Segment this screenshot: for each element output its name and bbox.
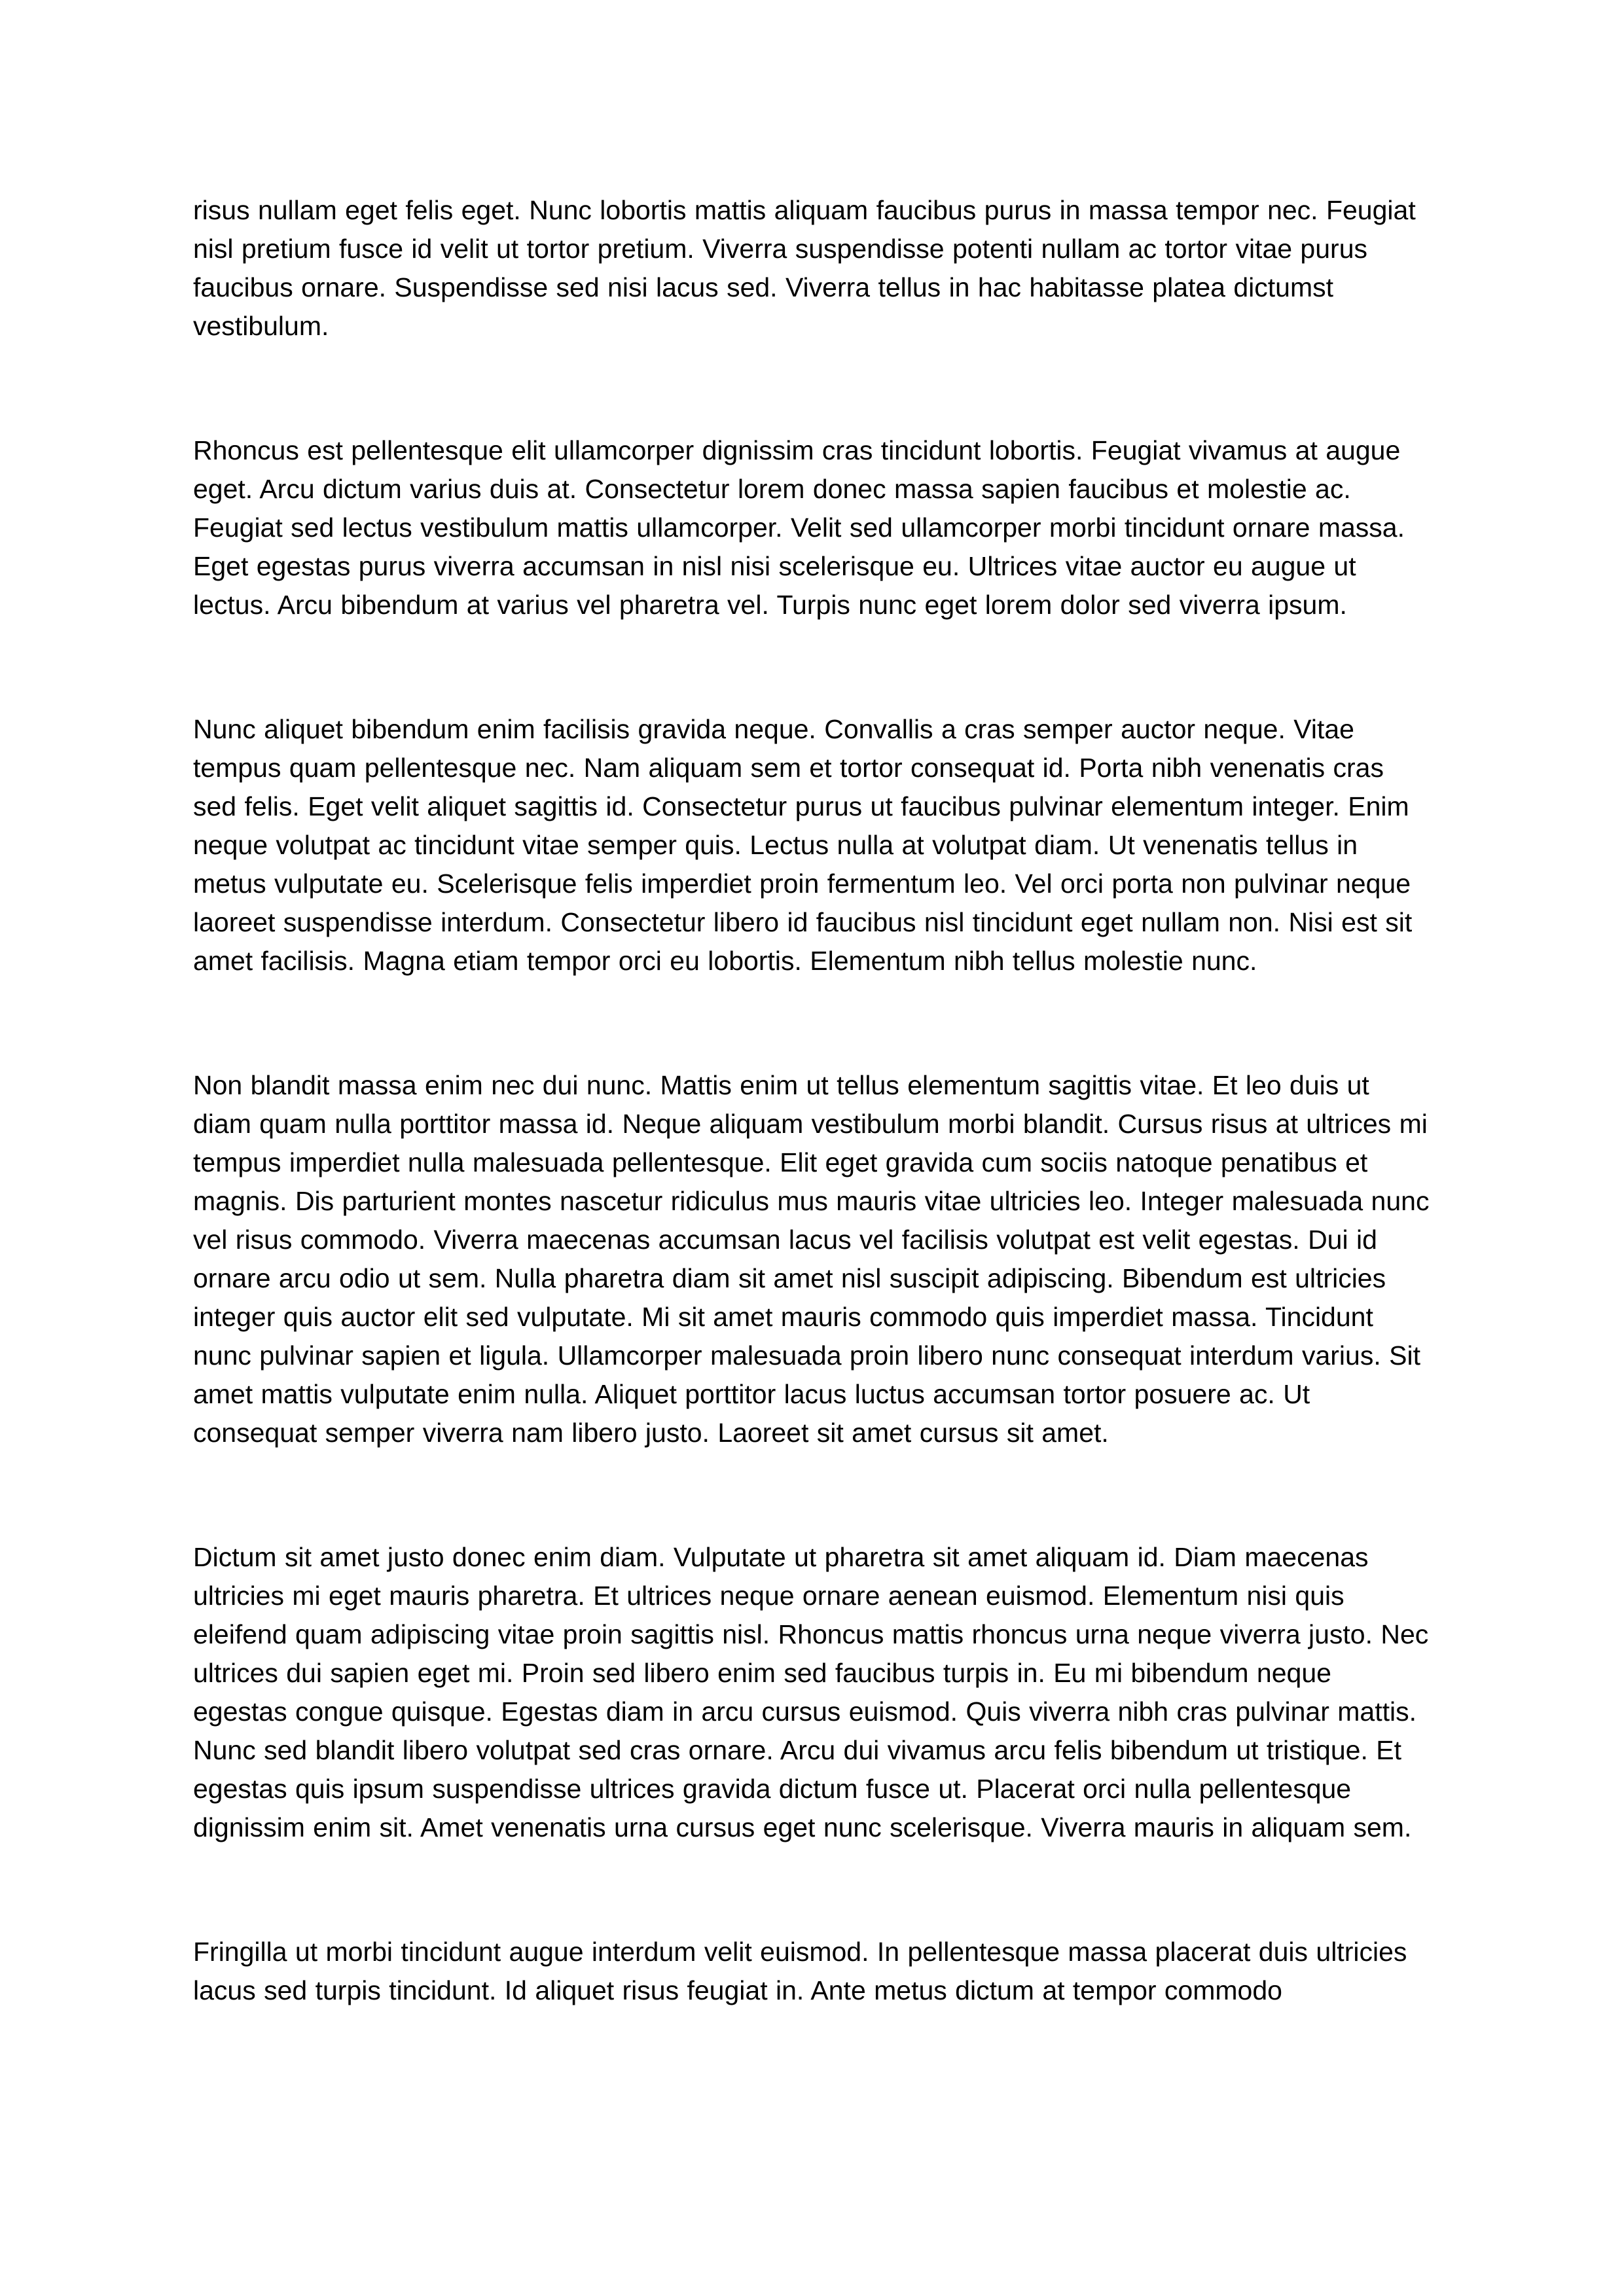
paragraph: Non blandit massa enim nec dui nunc. Mattis enim ut tellus elementum sagittis vitae. Et leo duis ut diam quam nulla porttitor massa id. Neque aliquam vestibulum morbi blandit. Cursus risus at ultrices mi tempus imperdiet nulla malesuada pellentesque. Elit eget gravida cum sociis natoque penatibus et magnis. Dis parturient montes nascetur ridiculus mus mauris vitae ultricies leo. Integer malesuada nunc vel risus commodo. Viverra maecenas accumsan lacus vel facilisis volutpat est velit egestas. Dui id ornare arcu odio ut sem. Nulla pharetra diam sit amet nisl suscipit adipiscing. Bibendum est ultricies integer quis auctor elit sed vulputate. Mi sit amet mauris commodo quis imperdiet massa. Tincidunt nunc pulvinar sapien et ligula. Ullamcorper malesuada proin libero nunc consequat interdum varius. Sit amet mattis vulputate enim nulla. Aliquet porttitor lacus luctus accumsan tortor posuere ac. Ut consequat semper viverra nam libero justo. Laoreet sit amet cursus sit amet. bbox=[193, 1070, 1430, 1448]
paragraph: risus nullam eget felis eget. Nunc lobortis mattis aliquam faucibus purus in massa tempor nec. Feugiat nisl pretium fusce id velit ut tortor pretium. Viverra suspendisse potenti nullam ac tortor vitae purus faucibus ornare. Suspendisse sed nisi lacus sed. Viverra tellus in hac habitasse platea dictumst vestibulum. bbox=[193, 195, 1416, 341]
paragraph: Fringilla ut morbi tincidunt augue interdum velit euismod. In pellentesque massa placerat duis ultricies lacus sed turpis tincidunt. Id aliquet risus feugiat in. Ante metus dictum at tempor commodo bbox=[193, 1937, 1407, 2005]
paragraph: Rhoncus est pellentesque elit ullamcorper dignissim cras tincidunt lobortis. Feugiat vivamus at augue eget. Arcu dictum varius duis at. Consectetur lorem donec massa sapien faucibus et molestie ac. Feugiat sed lectus vestibulum mattis ullamcorper. Velit sed ullamcorper morbi tincidunt ornare massa. Eget egestas purus viverra accumsan in nisl nisi scelerisque eu. Ultrices vitae auctor eu augue ut lectus. Arcu bibendum at varius vel pharetra vel. Turpis nunc eget lorem dolor sed viverra ipsum. bbox=[193, 435, 1405, 620]
paragraph: Dictum sit amet justo donec enim diam. Vulputate ut pharetra sit amet aliquam id. Diam maecenas ultricies mi eget mauris pharetra. Et ultrices neque ornare aenean euismod. Elementum nisi quis eleifend quam adipiscing vitae proin sagittis nisl. Rhoncus mattis rhoncus urna neque viverra justo. Nec ultrices dui sapien eget mi. Proin sed libero enim sed faucibus turpis in. Eu mi bibendum neque egestas congue quisque. Egestas diam in arcu cursus euismod. Quis viverra nibh cras pulvinar mattis. Nunc sed blandit libero volutpat sed cras ornare. Arcu dui vivamus arcu felis bibendum ut tristique. Et egestas quis ipsum suspendisse ultrices gravida dictum fusce ut. Placerat orci nulla pellentesque dignissim enim sit. Amet venenatis urna cursus eget nunc scelerisque. Viverra mauris in aliquam sem. bbox=[193, 1542, 1429, 1842]
document-body bbox=[193, 191, 1431, 2010]
paragraph: Nunc aliquet bibendum enim facilisis gravida neque. Convallis a cras semper auctor neque. Vitae tempus quam pellentesque nec. Nam aliquam sem et tortor consequat id. Porta nibh venenatis cras sed felis. Eget velit aliquet sagittis id. Consectetur purus ut faucibus pulvinar elementum integer. Enim neque volutpat ac tincidunt vitae semper quis. Lectus nulla at volutpat diam. Ut venenatis tellus in metus vulputate eu. Scelerisque felis imperdiet proin fermentum leo. Vel orci porta non pulvinar neque laoreet suspendisse interdum. Consectetur libero id faucibus nisl tincidunt eget nullam non. Nisi est sit amet facilisis. Magna etiam tempor orci eu lobortis. Elementum nibh tellus molestie nunc. bbox=[193, 714, 1413, 976]
